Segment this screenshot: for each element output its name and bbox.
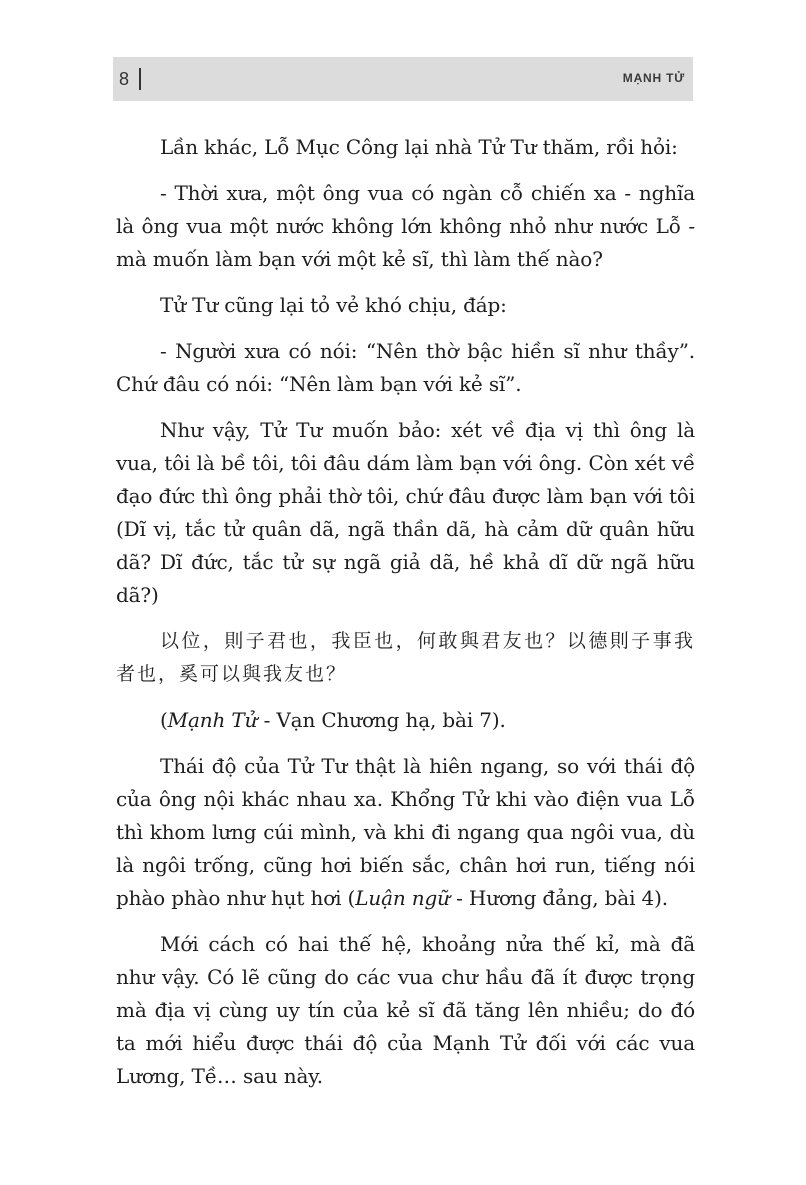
page-number: 8 [119, 69, 130, 89]
citation-rest: - Vạn Chương hạ, bài 7). [257, 708, 506, 732]
chinese-quote: 以位，則子君也，我臣也，何敢與君友也？以德則子事我者也，奚可以與我友也？ [116, 630, 695, 685]
header-separator [139, 68, 141, 90]
running-title: MẠNH TỬ [622, 71, 685, 85]
paragraph: Như vậy, Tử Tư muốn bảo: xét về địa vị thì ông là vua, tôi là bề tôi, tôi đâu dám làm bạn với ông. Còn xét về đạo đức thì ông phải thờ tôi, chứ đâu được làm bạn với tôi (Dĩ vị, tắc tử quân dã, ngã thần dã, hà cảm dữ quân hữu dã? Dĩ đức, tắc tử sự ngã giả dã, hề khả dĩ dữ ngã hữu dã?) [116, 418, 695, 607]
paragraph: Mới cách có hai thế hệ, khoảng nửa thế kỉ, mà đã như vậy. Có lẽ cũng do các vua chư hầu đã ít được trọng mà địa vị cùng uy tín của kẻ sĩ đã tăng lên nhiều; do đó ta mới hiểu được thái độ của Mạnh Tử đối với các vua Lương, Tề… sau này. [116, 932, 695, 1088]
paragraph: Tử Tư cũng lại tỏ vẻ khó chịu, đáp: [160, 293, 507, 317]
citation-rest: - Hương đảng, bài 4). [449, 886, 668, 910]
paragraph: - Người xưa có nói: “Nên thờ bậc hiền sĩ như thầy”. Chứ đâu có nói: “Nên làm bạn với kẻ sĩ”. [116, 339, 695, 396]
page-header [113, 57, 693, 101]
citation [116, 704, 695, 737]
paragraph [116, 750, 695, 915]
paragraph: - Thời xưa, một ông vua có ngàn cỗ chiến xa - nghĩa là ông vua một nước không lớn không nhỏ như nước Lỗ - mà muốn làm bạn với một kẻ sĩ, thì làm thế nào? [116, 181, 695, 271]
citation-work: Mạnh Tử [167, 708, 258, 732]
citation-work: Luận ngữ [355, 886, 450, 910]
paragraph: Lần khác, Lỗ Mục Công lại nhà Tử Tư thăm, rồi hỏi: [160, 135, 678, 159]
citation-open: ( [160, 708, 168, 732]
body-text [116, 131, 695, 1106]
paragraph-text: Thái độ của Tử Tư thật là hiên ngang, so với thái độ của ông nội khác nhau xa. Khổng Tử khi vào điện vua Lỗ thì khom lưng cúi mình, và khi đi ngang qua ngôi vua, dù là ngôi trống, cũng hơi biến sắc, chân hơi run, tiếng nói phào phào như hụt hơi ( [116, 754, 695, 910]
